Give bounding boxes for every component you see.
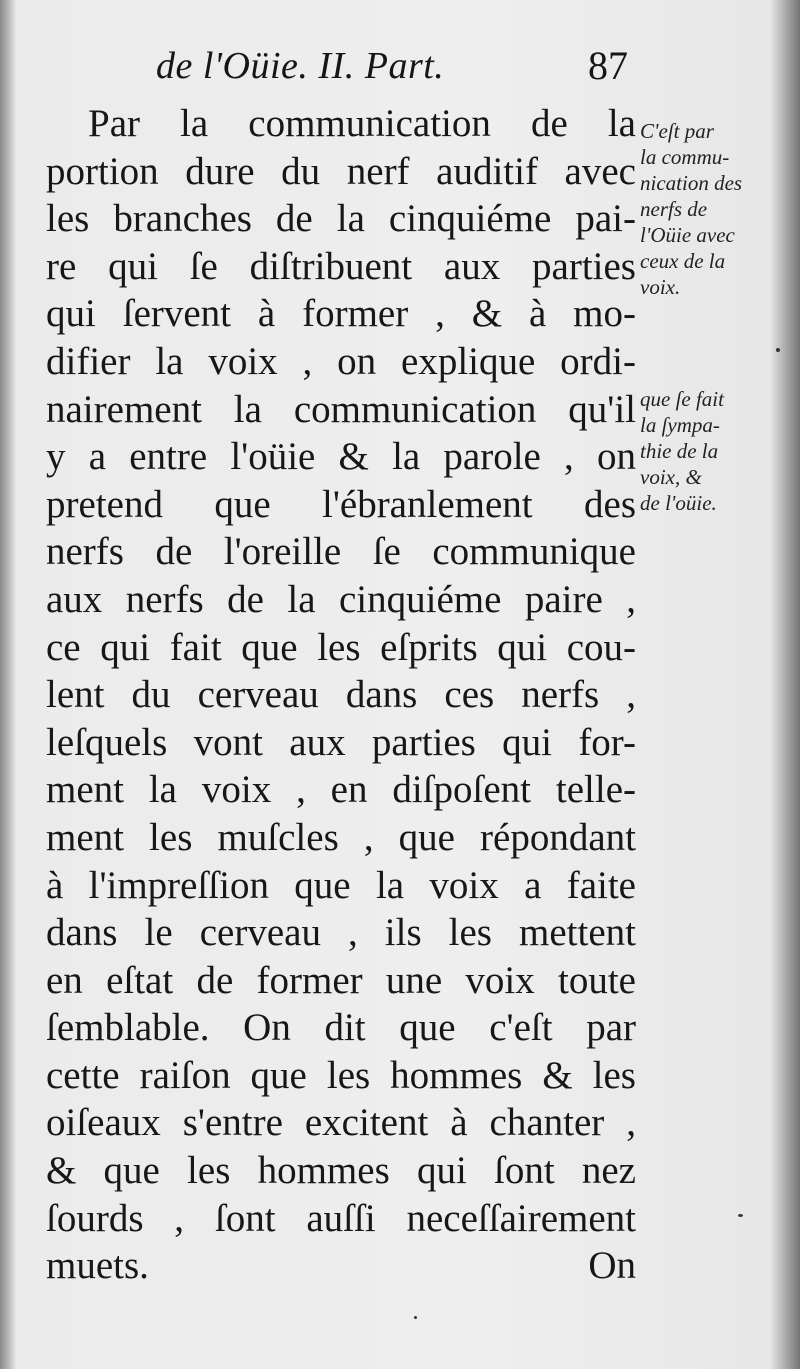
text-line: y a entre l'oüie & la parole , on bbox=[46, 435, 636, 479]
margin-notes bbox=[640, 118, 780, 516]
text-line: qui ſervent à former , & à mo- bbox=[46, 292, 636, 336]
text-line: cette raiſon que les hommes & les bbox=[46, 1053, 636, 1097]
running-title: de l'Oüie. II. Part. bbox=[156, 45, 445, 87]
final-word: muets. bbox=[46, 1244, 149, 1288]
note-line: voix, & bbox=[640, 465, 702, 489]
page-header bbox=[48, 40, 638, 96]
text-line: Par la communication de la bbox=[88, 102, 636, 145]
text-line: dans le cerveau , ils les mettent bbox=[46, 911, 636, 955]
text-line: nerfs de l'oreille ſe communique bbox=[46, 530, 636, 574]
text-line: ment la voix , en diſpoſent telle- bbox=[46, 768, 636, 812]
note-line: voix. bbox=[640, 275, 681, 299]
text-line: les branches de la cinquiéme pai- bbox=[46, 197, 636, 241]
text-line: à l'impreſſion que la voix a faite bbox=[46, 863, 636, 907]
text-line: en eſtat de former une voix toute bbox=[46, 958, 636, 1002]
note-line: de l'oüie. bbox=[640, 491, 717, 515]
ink-speck bbox=[776, 348, 780, 352]
ink-speck bbox=[738, 1214, 743, 1217]
text-line: nairement la communication qu'il bbox=[46, 387, 636, 431]
note-line: que ſe fait bbox=[640, 387, 724, 411]
text-line: ment les muſcles , que répondant bbox=[46, 815, 636, 859]
note-line: nication des bbox=[640, 171, 743, 195]
note-line: l'Oüie avec bbox=[640, 223, 735, 247]
note-line: thie de la bbox=[640, 439, 719, 463]
binding-shadow bbox=[0, 0, 16, 1369]
text-line: oiſeaux s'entre excitent à chanter , bbox=[46, 1101, 636, 1145]
text-line: lent du cerveau dans ces nerfs , bbox=[46, 673, 636, 717]
margin-note-sympathy bbox=[640, 386, 780, 516]
last-line bbox=[46, 1242, 636, 1290]
text-line: pretend que l'ébranlement des bbox=[46, 482, 636, 526]
catchword: On bbox=[588, 1244, 636, 1288]
note-line: la commu- bbox=[640, 145, 730, 169]
text-line: re qui ſe diſtribuent aux parties bbox=[46, 244, 636, 288]
text-line: ſemblable. On dit que c'eſt par bbox=[46, 1006, 636, 1050]
note-line: ceux de la bbox=[640, 249, 726, 273]
page-number: 87 bbox=[588, 43, 628, 88]
note-line: nerfs de bbox=[640, 197, 708, 221]
note-line: la ſympa- bbox=[640, 413, 720, 437]
text-line: ce qui fait que les eſprits qui cou- bbox=[46, 625, 636, 669]
text-line: leſquels vont aux parties qui for- bbox=[46, 720, 636, 764]
margin-note-communication bbox=[640, 118, 780, 300]
text-line: & que les hommes qui ſont nez bbox=[46, 1149, 636, 1193]
body-text bbox=[46, 100, 636, 1290]
text-line: ſourds , ſont auſſi neceſſairement bbox=[46, 1196, 636, 1240]
ink-speck bbox=[414, 1316, 417, 1319]
note-line: C'eſt par bbox=[640, 119, 714, 143]
text-line: portion dure du nerf auditif avec bbox=[46, 149, 636, 193]
text-line: difier la voix , on explique ordi- bbox=[46, 339, 636, 383]
text-line: aux nerfs de la cinquiéme paire , bbox=[46, 577, 636, 621]
